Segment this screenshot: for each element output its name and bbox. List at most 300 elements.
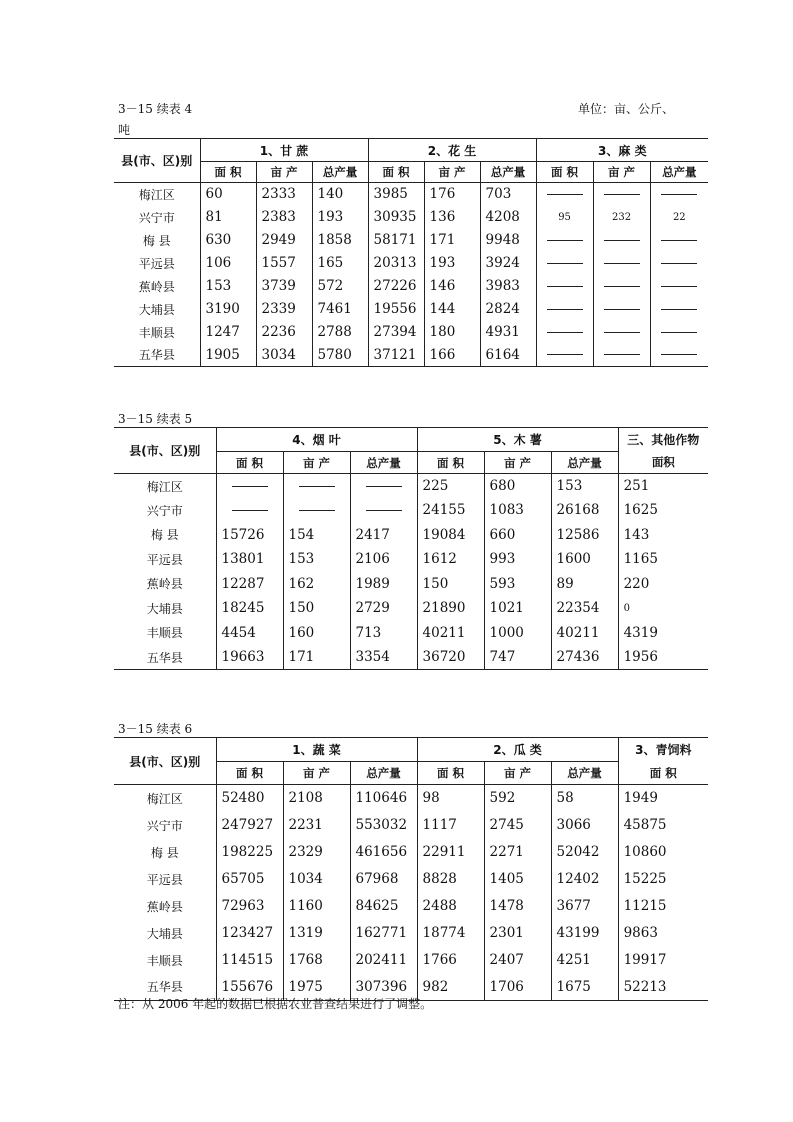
table6-group-melons: 2、瓜 类 (417, 738, 618, 762)
table6 (114, 737, 708, 1001)
table4-group-sugarcane: 1、甘 蔗 (200, 139, 368, 162)
table-cell: 153 (283, 547, 350, 572)
table-cell: 1989 (350, 572, 417, 597)
table6-row-header: 县(市、区)别 (114, 738, 216, 785)
table-row (114, 893, 708, 920)
table-cell: 1247 (200, 321, 256, 344)
table-cell: 106 (200, 252, 256, 275)
column-header: 总产量 (650, 162, 708, 183)
dash-line (661, 354, 697, 355)
table-cell: 7461 (312, 298, 368, 321)
table-cell: 30935 (368, 206, 424, 229)
table-cell: 3924 (480, 252, 536, 275)
empty-dash (650, 275, 708, 298)
table-cell: 58171 (368, 229, 424, 252)
table-cell: 2745 (484, 812, 551, 839)
table-cell: 1000 (484, 621, 551, 646)
dash-line (547, 263, 583, 264)
empty-dash (350, 498, 417, 523)
table-cell: 8828 (417, 866, 484, 893)
table-cell: 247927 (216, 812, 283, 839)
column-header: 亩 产 (283, 452, 350, 474)
table-row (114, 252, 708, 275)
table-row (114, 839, 708, 866)
dash-line (661, 309, 697, 310)
table-cell: 165 (312, 252, 368, 275)
table-cell: 52042 (551, 839, 618, 866)
column-header: 面 积 (417, 762, 484, 785)
empty-dash (283, 498, 350, 523)
empty-dash (536, 344, 593, 367)
table-cell: 110646 (350, 785, 417, 812)
empty-dash (650, 229, 708, 252)
table-cell: 553032 (350, 812, 417, 839)
table-cell: 3677 (551, 893, 618, 920)
empty-dash (350, 474, 417, 499)
table-cell: 593 (484, 572, 551, 597)
empty-dash (650, 252, 708, 275)
row-label: 梅江区 (146, 791, 183, 806)
table-cell: 160 (283, 621, 350, 646)
empty-dash (650, 298, 708, 321)
row-label: 丰顺县 (146, 953, 183, 968)
table-cell: 3985 (368, 183, 424, 206)
table-cell: 114515 (216, 947, 283, 974)
dash-line (604, 194, 640, 195)
column-header: 亩 产 (283, 762, 350, 785)
table-cell: 52213 (618, 974, 708, 1001)
row-label: 兴宁市 (138, 210, 175, 225)
table-cell: 703 (480, 183, 536, 206)
table-row (114, 275, 708, 298)
table-cell: 27436 (551, 645, 618, 670)
table-cell: 2271 (484, 839, 551, 866)
empty-dash (536, 298, 593, 321)
table6-group-vegetables: 1、蔬 菜 (216, 738, 417, 762)
footnote: 注：从 2006 年起的数据已根据农业普查结果进行了调整。 (118, 997, 433, 1011)
table-cell: 4208 (480, 206, 536, 229)
table-cell: 1766 (417, 947, 484, 974)
table-cell: 36720 (417, 645, 484, 670)
empty-dash (216, 474, 283, 499)
row-label: 梅江区 (146, 479, 183, 494)
table-cell: 155676 (216, 974, 283, 1001)
dash-line (604, 354, 640, 355)
table-cell: 19556 (368, 298, 424, 321)
table-cell: 1625 (618, 498, 708, 523)
table5-group-tobacco: 4、烟 叶 (216, 428, 417, 452)
table-cell: 982 (417, 974, 484, 1001)
dash-line (661, 240, 697, 241)
table-cell: 3739 (256, 275, 312, 298)
table-cell: 162771 (350, 920, 417, 947)
table-cell: 12287 (216, 572, 283, 597)
table-cell: 10860 (618, 839, 708, 866)
table-cell: 747 (484, 645, 551, 670)
table-cell: 95 (536, 206, 593, 229)
table-cell: 2417 (350, 523, 417, 548)
table-cell: 1706 (484, 974, 551, 1001)
table-cell: 193 (424, 252, 480, 275)
table-cell: 9948 (480, 229, 536, 252)
table-cell: 19917 (618, 947, 708, 974)
table-cell: 146 (424, 275, 480, 298)
table-cell: 81 (200, 206, 256, 229)
dash-line (604, 332, 640, 333)
table-cell: 307396 (350, 974, 417, 1001)
dash-line (299, 510, 335, 511)
dash-line (232, 486, 268, 487)
table-row (114, 498, 708, 523)
table4-unit: 单位：亩、公斤、 (578, 102, 675, 116)
table-cell: 1956 (618, 645, 708, 670)
table-cell: 592 (484, 785, 551, 812)
dash-line (604, 263, 640, 264)
row-label: 蕉岭县 (146, 899, 183, 914)
table-cell: 1319 (283, 920, 350, 947)
table-cell: 43199 (551, 920, 618, 947)
column-header: 总产量 (551, 452, 618, 474)
table-cell: 572 (312, 275, 368, 298)
empty-dash (536, 229, 593, 252)
table-cell: 660 (484, 523, 551, 548)
table5-row-header: 县(市、区)别 (114, 428, 216, 474)
table-cell: 2407 (484, 947, 551, 974)
column-header: 亩 产 (484, 452, 551, 474)
table-row (114, 229, 708, 252)
table5-caption: 3－15 续表 5 (118, 412, 193, 426)
column-header: 面 积 (216, 452, 283, 474)
table-cell: 0 (618, 596, 708, 621)
dash-line (661, 263, 697, 264)
column-header: 面 积 (368, 162, 424, 183)
column-header: 面 积 (417, 452, 484, 474)
table6-group-green-fodder: 3、青饲料 (618, 738, 708, 762)
table4-group-peanut: 2、花 生 (368, 139, 536, 162)
table-cell: 20313 (368, 252, 424, 275)
row-label: 大埔县 (146, 926, 183, 941)
table-cell: 19084 (417, 523, 484, 548)
row-label: 平远县 (146, 872, 183, 887)
table4-caption: 3－15 续表 4 (118, 102, 193, 116)
dash-line (604, 240, 640, 241)
empty-dash (650, 321, 708, 344)
row-label: 五华县 (146, 980, 183, 995)
table-cell: 3190 (200, 298, 256, 321)
table-cell: 27394 (368, 321, 424, 344)
column-header: 总产量 (312, 162, 368, 183)
dash-line (547, 240, 583, 241)
empty-dash (650, 344, 708, 367)
table-cell: 2106 (350, 547, 417, 572)
table-cell: 3983 (480, 275, 536, 298)
table-cell: 154 (283, 523, 350, 548)
dash-line (547, 354, 583, 355)
table-cell: 52480 (216, 785, 283, 812)
table-row (114, 596, 708, 621)
row-label: 蕉岭县 (146, 577, 183, 592)
table-cell: 180 (424, 321, 480, 344)
table-cell: 98 (417, 785, 484, 812)
table-row (114, 621, 708, 646)
table-cell: 4251 (551, 947, 618, 974)
row-label: 蕉岭县 (138, 279, 175, 294)
empty-dash (536, 275, 593, 298)
dash-line (366, 486, 402, 487)
row-label: 梅 县 (142, 233, 171, 248)
table-cell: 2329 (283, 839, 350, 866)
table-cell: 27226 (368, 275, 424, 298)
table-cell: 2301 (484, 920, 551, 947)
table-row (114, 572, 708, 597)
table-row (114, 920, 708, 947)
table5 (114, 427, 708, 670)
table-cell: 5780 (312, 344, 368, 367)
table-cell: 225 (417, 474, 484, 499)
table-cell: 193 (312, 206, 368, 229)
empty-dash (650, 183, 708, 206)
table-cell: 1905 (200, 344, 256, 367)
row-label: 兴宁市 (146, 818, 183, 833)
column-header: 面 积 (536, 162, 593, 183)
table-cell: 1034 (283, 866, 350, 893)
table-cell: 22911 (417, 839, 484, 866)
table-cell: 2333 (256, 183, 312, 206)
row-label: 平远县 (146, 552, 183, 567)
table-cell: 89 (551, 572, 618, 597)
column-header: 面 积 (200, 162, 256, 183)
table4-row-header: 县(市、区)别 (114, 139, 200, 183)
table-row (114, 812, 708, 839)
table-cell: 1117 (417, 812, 484, 839)
row-label: 大埔县 (146, 601, 183, 616)
table-cell: 3066 (551, 812, 618, 839)
dash-line (547, 194, 583, 195)
row-label: 大埔县 (138, 302, 175, 317)
table-cell: 2949 (256, 229, 312, 252)
table-cell: 123427 (216, 920, 283, 947)
table-cell: 40211 (551, 621, 618, 646)
table-cell: 2108 (283, 785, 350, 812)
column-header: 总产量 (350, 762, 417, 785)
table-cell: 58 (551, 785, 618, 812)
table4 (114, 138, 708, 367)
empty-dash (593, 321, 650, 344)
table4-unit-continued: 吨 (118, 123, 131, 137)
row-label: 兴宁市 (146, 503, 183, 518)
table-cell: 19663 (216, 645, 283, 670)
table-cell: 37121 (368, 344, 424, 367)
table-cell: 1949 (618, 785, 708, 812)
table-cell: 1165 (618, 547, 708, 572)
column-header: 总产量 (350, 452, 417, 474)
column-header: 总产量 (551, 762, 618, 785)
table-cell: 1021 (484, 596, 551, 621)
table-cell: 1478 (484, 893, 551, 920)
table-cell: 2729 (350, 596, 417, 621)
table-cell: 630 (200, 229, 256, 252)
table-cell: 144 (424, 298, 480, 321)
dash-line (547, 332, 583, 333)
empty-dash (593, 252, 650, 275)
empty-dash (536, 183, 593, 206)
table-cell: 198225 (216, 839, 283, 866)
table-cell: 143 (618, 523, 708, 548)
table-cell: 65705 (216, 866, 283, 893)
table-cell: 993 (484, 547, 551, 572)
table-row (114, 298, 708, 321)
table-row (114, 785, 708, 812)
empty-dash (283, 474, 350, 499)
table-cell: 153 (200, 275, 256, 298)
table-cell: 21890 (417, 596, 484, 621)
empty-dash (593, 275, 650, 298)
table-cell: 2231 (283, 812, 350, 839)
table-cell: 1612 (417, 547, 484, 572)
table-cell: 713 (350, 621, 417, 646)
table5-group-cassava: 5、木 薯 (417, 428, 618, 452)
table-cell: 4454 (216, 621, 283, 646)
table-cell: 4931 (480, 321, 536, 344)
table-cell: 150 (417, 572, 484, 597)
empty-dash (593, 298, 650, 321)
column-header: 亩 产 (256, 162, 312, 183)
table-cell: 1557 (256, 252, 312, 275)
table-cell: 2383 (256, 206, 312, 229)
table-row (114, 206, 708, 229)
table-cell: 45875 (618, 812, 708, 839)
dash-line (661, 194, 697, 195)
table-cell: 2236 (256, 321, 312, 344)
table-cell: 1600 (551, 547, 618, 572)
dash-line (299, 486, 335, 487)
table-cell: 12402 (551, 866, 618, 893)
table-cell: 251 (618, 474, 708, 499)
table-cell: 461656 (350, 839, 417, 866)
table-row (114, 321, 708, 344)
table-cell: 1858 (312, 229, 368, 252)
table-cell: 166 (424, 344, 480, 367)
table-cell: 232 (593, 206, 650, 229)
table-cell: 680 (484, 474, 551, 499)
table-cell: 4319 (618, 621, 708, 646)
dash-line (547, 309, 583, 310)
dash-line (232, 510, 268, 511)
table-cell: 60 (200, 183, 256, 206)
table-cell: 84625 (350, 893, 417, 920)
table6-caption: 3－15 续表 6 (118, 722, 193, 736)
table-cell: 153 (551, 474, 618, 499)
table-cell: 6164 (480, 344, 536, 367)
row-label: 五华县 (146, 650, 183, 665)
table-cell: 1160 (283, 893, 350, 920)
table-cell: 67968 (350, 866, 417, 893)
dash-line (547, 286, 583, 287)
table-cell: 1083 (484, 498, 551, 523)
table-cell: 72963 (216, 893, 283, 920)
row-label: 梅江区 (138, 187, 175, 202)
table-cell: 18245 (216, 596, 283, 621)
table-cell: 1405 (484, 866, 551, 893)
dash-line (661, 286, 697, 287)
column-header: 亩 产 (424, 162, 480, 183)
table-cell: 40211 (417, 621, 484, 646)
table-cell: 171 (283, 645, 350, 670)
table-cell: 1675 (551, 974, 618, 1001)
table-row (114, 474, 708, 499)
table-row (114, 344, 708, 367)
dash-line (604, 309, 640, 310)
table-cell: 140 (312, 183, 368, 206)
table-row (114, 866, 708, 893)
dash-line (604, 286, 640, 287)
row-label: 丰顺县 (146, 626, 183, 641)
column-header: 总产量 (480, 162, 536, 183)
empty-dash (593, 229, 650, 252)
row-label: 梅 县 (150, 845, 179, 860)
table-row (114, 183, 708, 206)
column-header: 面积 (618, 452, 708, 474)
empty-dash (593, 183, 650, 206)
row-label: 梅 县 (150, 528, 179, 543)
table-cell: 3354 (350, 645, 417, 670)
empty-dash (536, 252, 593, 275)
table-cell: 171 (424, 229, 480, 252)
dash-line (661, 332, 697, 333)
table-cell: 202411 (350, 947, 417, 974)
table-cell: 176 (424, 183, 480, 206)
table5-group-other-crops: 三、其他作物 (618, 428, 708, 452)
table-row (114, 645, 708, 670)
row-label: 丰顺县 (138, 325, 175, 340)
table-cell: 150 (283, 596, 350, 621)
empty-dash (536, 321, 593, 344)
column-header: 亩 产 (593, 162, 650, 183)
table-row (114, 523, 708, 548)
column-header: 面 积 (618, 762, 708, 785)
table-cell: 18774 (417, 920, 484, 947)
table-cell: 2488 (417, 893, 484, 920)
table-cell: 1768 (283, 947, 350, 974)
table-cell: 2788 (312, 321, 368, 344)
table4-group-hemp: 3、麻 类 (536, 139, 708, 162)
table-cell: 11215 (618, 893, 708, 920)
column-header: 面 积 (216, 762, 283, 785)
column-header: 亩 产 (484, 762, 551, 785)
table-cell: 13801 (216, 547, 283, 572)
table-cell: 15726 (216, 523, 283, 548)
table-cell: 3034 (256, 344, 312, 367)
table-cell: 26168 (551, 498, 618, 523)
table-cell: 162 (283, 572, 350, 597)
table-cell: 22 (650, 206, 708, 229)
table-cell: 9863 (618, 920, 708, 947)
dash-line (366, 510, 402, 511)
row-label: 五华县 (138, 348, 175, 363)
table-cell: 136 (424, 206, 480, 229)
table-cell: 2339 (256, 298, 312, 321)
table-row (114, 547, 708, 572)
table-row (114, 947, 708, 974)
empty-dash (216, 498, 283, 523)
empty-dash (593, 344, 650, 367)
table-cell: 24155 (417, 498, 484, 523)
row-label: 平远县 (138, 256, 175, 271)
table-cell: 15225 (618, 866, 708, 893)
table-cell: 1975 (283, 974, 350, 1001)
table-cell: 12586 (551, 523, 618, 548)
table-cell: 22354 (551, 596, 618, 621)
